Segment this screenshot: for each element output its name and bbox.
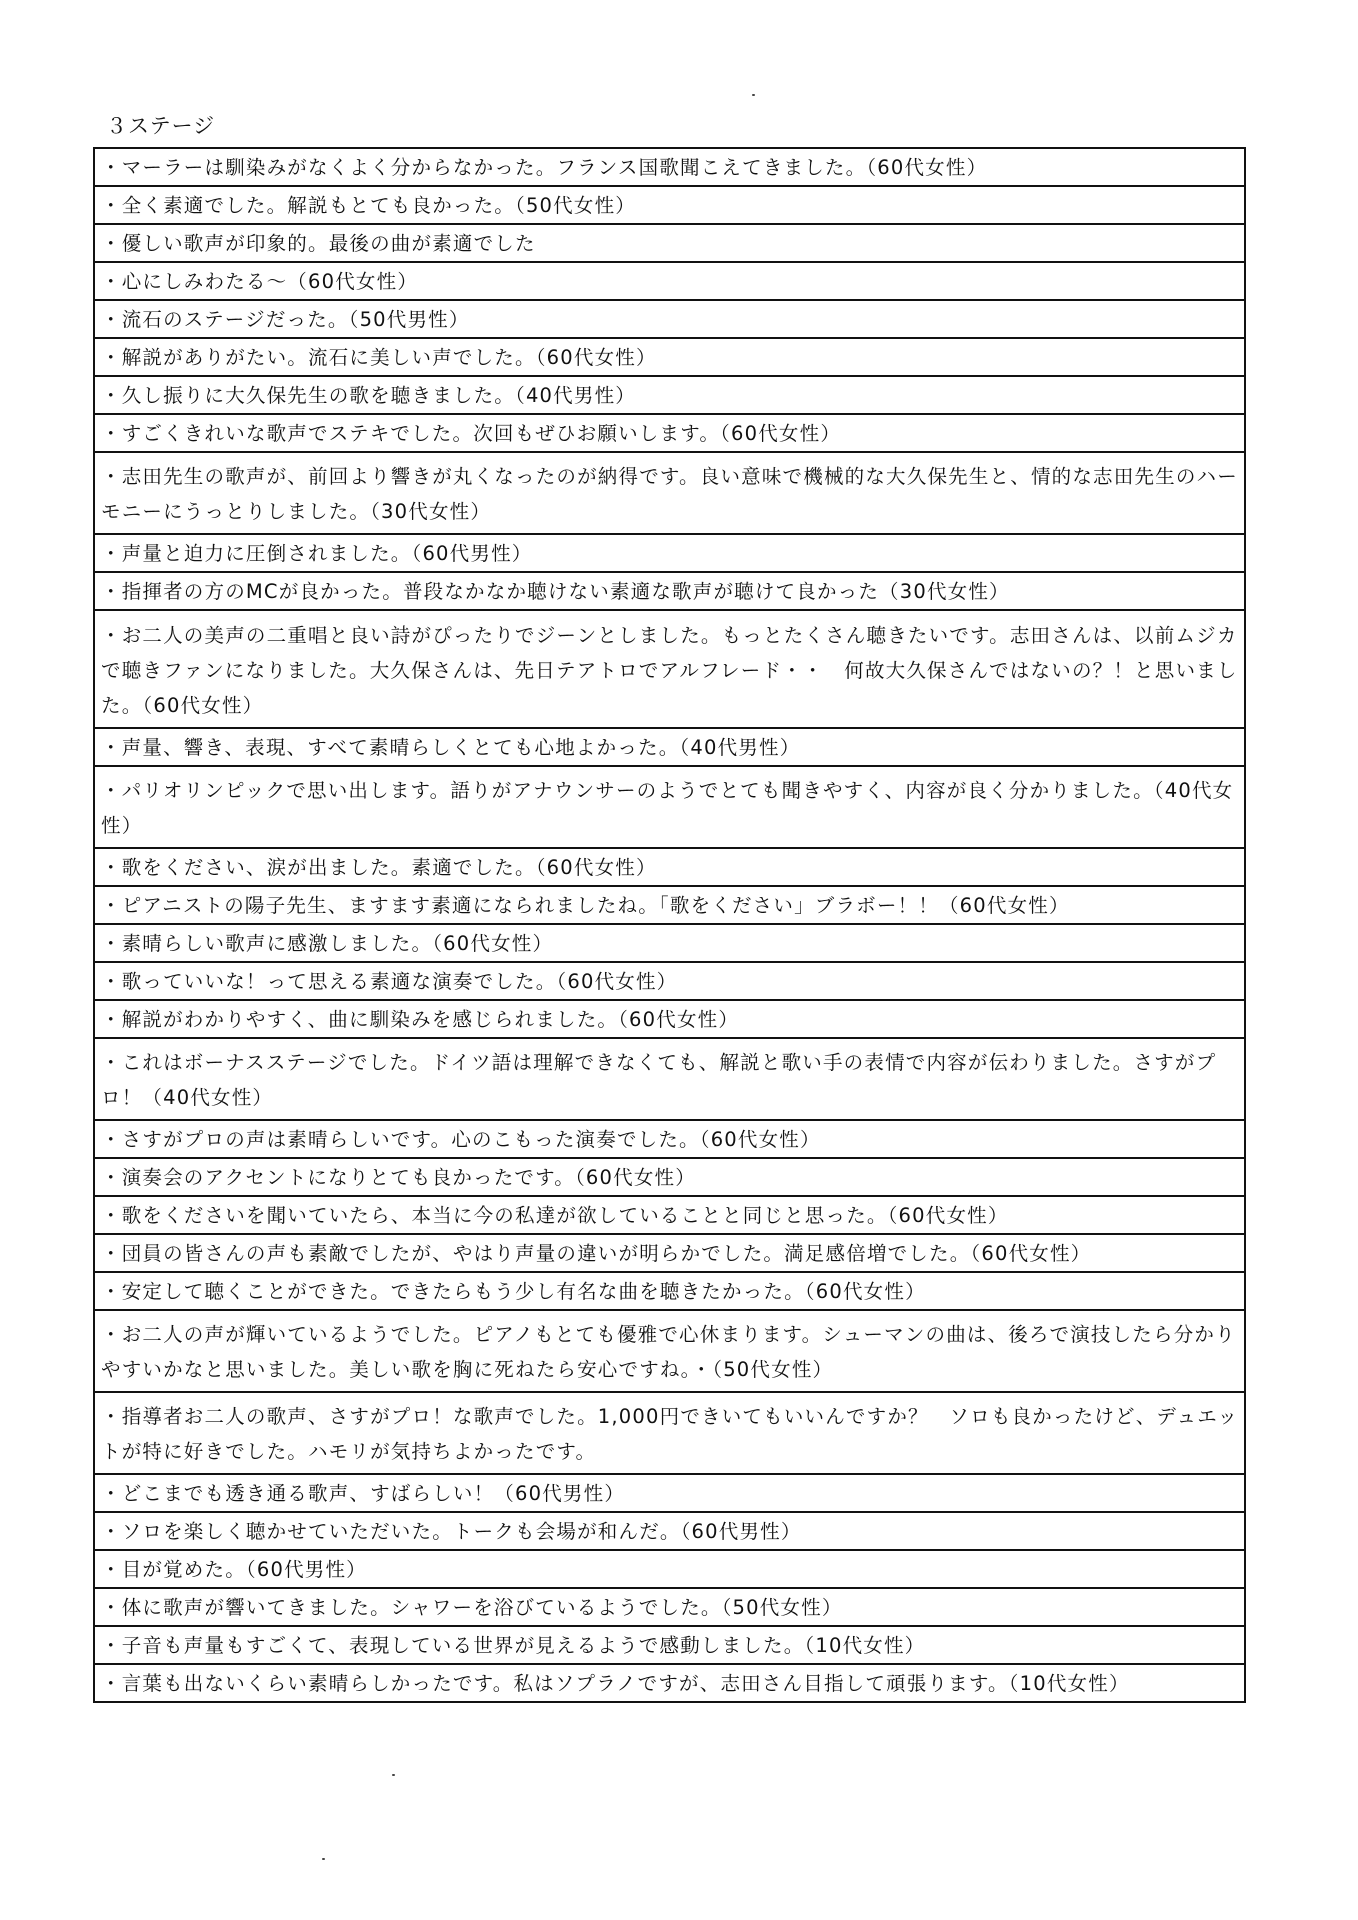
table-row bbox=[94, 610, 1245, 728]
table-row bbox=[94, 1120, 1245, 1158]
table-row bbox=[94, 534, 1245, 572]
comment-cell: ・優しい歌声が印象的。最後の曲が素適でした bbox=[94, 224, 1245, 262]
table-row bbox=[94, 766, 1245, 848]
table-row bbox=[94, 300, 1245, 338]
table-row bbox=[94, 1664, 1245, 1702]
table-row bbox=[94, 148, 1245, 186]
comment-cell: ・パリオリンピックで思い出します。語りがアナウンサーのようでとても聞きやすく、内容が良く分かりました。（40代女性） bbox=[94, 766, 1245, 848]
table-row bbox=[94, 572, 1245, 610]
comment-cell: ・歌をくださいを聞いていたら、本当に今の私達が欲していることと同じと思った。（60代女性） bbox=[94, 1196, 1245, 1234]
comment-cell: ・安定して聴くことができた。できたらもう少し有名な曲を聴きたかった。（60代女性） bbox=[94, 1272, 1245, 1310]
comment-cell: ・指揮者の方のMCが良かった。普段なかなか聴けない素適な歌声が聴けて良かった（30代女性） bbox=[94, 572, 1245, 610]
scan-speck bbox=[392, 1774, 395, 1776]
table-row bbox=[94, 1550, 1245, 1588]
table-row bbox=[94, 728, 1245, 766]
table-row bbox=[94, 1158, 1245, 1196]
table-row bbox=[94, 1000, 1245, 1038]
section-title: ３ステージ bbox=[106, 114, 216, 138]
comment-cell: ・演奏会のアクセントになりとても良かったです。（60代女性） bbox=[94, 1158, 1245, 1196]
comment-cell: ・声量と迫力に圧倒されました。（60代男性） bbox=[94, 534, 1245, 572]
table-row bbox=[94, 1310, 1245, 1392]
table-row bbox=[94, 224, 1245, 262]
comment-cell: ・声量、響き、表現、すべて素晴らしくとても心地よかった。（40代男性） bbox=[94, 728, 1245, 766]
table-row bbox=[94, 376, 1245, 414]
comment-cell: ・素晴らしい歌声に感激しました。（60代女性） bbox=[94, 924, 1245, 962]
comment-cell: ・久し振りに大久保先生の歌を聴きました。（40代男性） bbox=[94, 376, 1245, 414]
table-row bbox=[94, 1588, 1245, 1626]
comment-cell: ・言葉も出ないくらい素晴らしかったです。私はソプラノですが、志田さん目指して頑張ります。（10代女性） bbox=[94, 1664, 1245, 1702]
comment-cell: ・解説がわかりやすく、曲に馴染みを感じられました。（60代女性） bbox=[94, 1000, 1245, 1038]
table-row bbox=[94, 1234, 1245, 1272]
table-row bbox=[94, 924, 1245, 962]
table-row bbox=[94, 452, 1245, 534]
comment-cell: ・団員の皆さんの声も素敵でしたが、やはり声量の違いが明らかでした。満足感倍増でした。（60代女性） bbox=[94, 1234, 1245, 1272]
table-row bbox=[94, 186, 1245, 224]
comment-cell: ・心にしみわたる～（60代女性） bbox=[94, 262, 1245, 300]
table-row bbox=[94, 414, 1245, 452]
table-row bbox=[94, 1038, 1245, 1120]
comment-cell: ・指導者お二人の歌声、さすがプロ！な歌声でした。1,000円できいてもいいんですか？ ソロも良かったけど、デュエットが特に好きでした。ハモリが気持ちよかったです。 bbox=[94, 1392, 1245, 1474]
comment-cell: ・全く素適でした。解説もとても良かった。（50代女性） bbox=[94, 186, 1245, 224]
comment-cell: ・歌っていいな！って思える素適な演奏でした。（60代女性） bbox=[94, 962, 1245, 1000]
comment-cell: ・お二人の美声の二重唱と良い詩がぴったりでジーンとしました。もっとたくさん聴きたいです。志田さんは、以前ムジカで聴きファンになりました。大久保さんは、先日テアトロでアルフレード・・ 何故大久保さんではないの？！と思いました。（60代女性） bbox=[94, 610, 1245, 728]
comment-cell: ・体に歌声が響いてきました。シャワーを浴びているようでした。（50代女性） bbox=[94, 1588, 1245, 1626]
comment-cell: ・どこまでも透き通る歌声、すばらしい！（60代男性） bbox=[94, 1474, 1245, 1512]
comment-cell: ・さすがプロの声は素晴らしいです。心のこもった演奏でした。（60代女性） bbox=[94, 1120, 1245, 1158]
table-row bbox=[94, 338, 1245, 376]
comment-cell: ・すごくきれいな歌声でステキでした。次回もぜひお願いします。（60代女性） bbox=[94, 414, 1245, 452]
table-row bbox=[94, 1196, 1245, 1234]
comment-cell: ・子音も声量もすごくて、表現している世界が見えるようで感動しました。（10代女性） bbox=[94, 1626, 1245, 1664]
scan-speck bbox=[322, 1858, 325, 1860]
comment-cell: ・これはボーナスステージでした。ドイツ語は理解できなくても、解説と歌い手の表情で内容が伝わりました。さすがプロ！（40代女性） bbox=[94, 1038, 1245, 1120]
table-row bbox=[94, 962, 1245, 1000]
comment-cell: ・目が覚めた。（60代男性） bbox=[94, 1550, 1245, 1588]
comment-cell: ・歌をください、涙が出ました。素適でした。（60代女性） bbox=[94, 848, 1245, 886]
table-row bbox=[94, 1392, 1245, 1474]
table-row bbox=[94, 886, 1245, 924]
table-row bbox=[94, 262, 1245, 300]
table-row bbox=[94, 1272, 1245, 1310]
comment-cell: ・流石のステージだった。（50代男性） bbox=[94, 300, 1245, 338]
comment-cell: ・志田先生の歌声が、前回より響きが丸くなったのが納得です。良い意味で機械的な大久保先生と、情的な志田先生のハーモニーにうっとりしました。（30代女性） bbox=[94, 452, 1245, 534]
comment-cell: ・解説がありがたい。流石に美しい声でした。（60代女性） bbox=[94, 338, 1245, 376]
comment-cell: ・マーラーは馴染みがなくよく分からなかった。フランス国歌聞こえてきました。（60代女性） bbox=[94, 148, 1245, 186]
comment-cell: ・ピアニストの陽子先生、ますます素適になられましたね。「歌をください」ブラボー！！（60代女性） bbox=[94, 886, 1245, 924]
comments-table bbox=[93, 147, 1246, 1703]
scan-speck bbox=[752, 94, 755, 96]
table-row bbox=[94, 1474, 1245, 1512]
table-row bbox=[94, 1512, 1245, 1550]
comment-cell: ・お二人の声が輝いているようでした。ピアノもとても優雅で心休まります。シューマンの曲は、後ろで演技したら分かりやすいかなと思いました。美しい歌を胸に死ねたら安心ですね。・（50代女性） bbox=[94, 1310, 1245, 1392]
table-row bbox=[94, 1626, 1245, 1664]
comment-cell: ・ソロを楽しく聴かせていただいた。トークも会場が和んだ。（60代男性） bbox=[94, 1512, 1245, 1550]
table-row bbox=[94, 848, 1245, 886]
